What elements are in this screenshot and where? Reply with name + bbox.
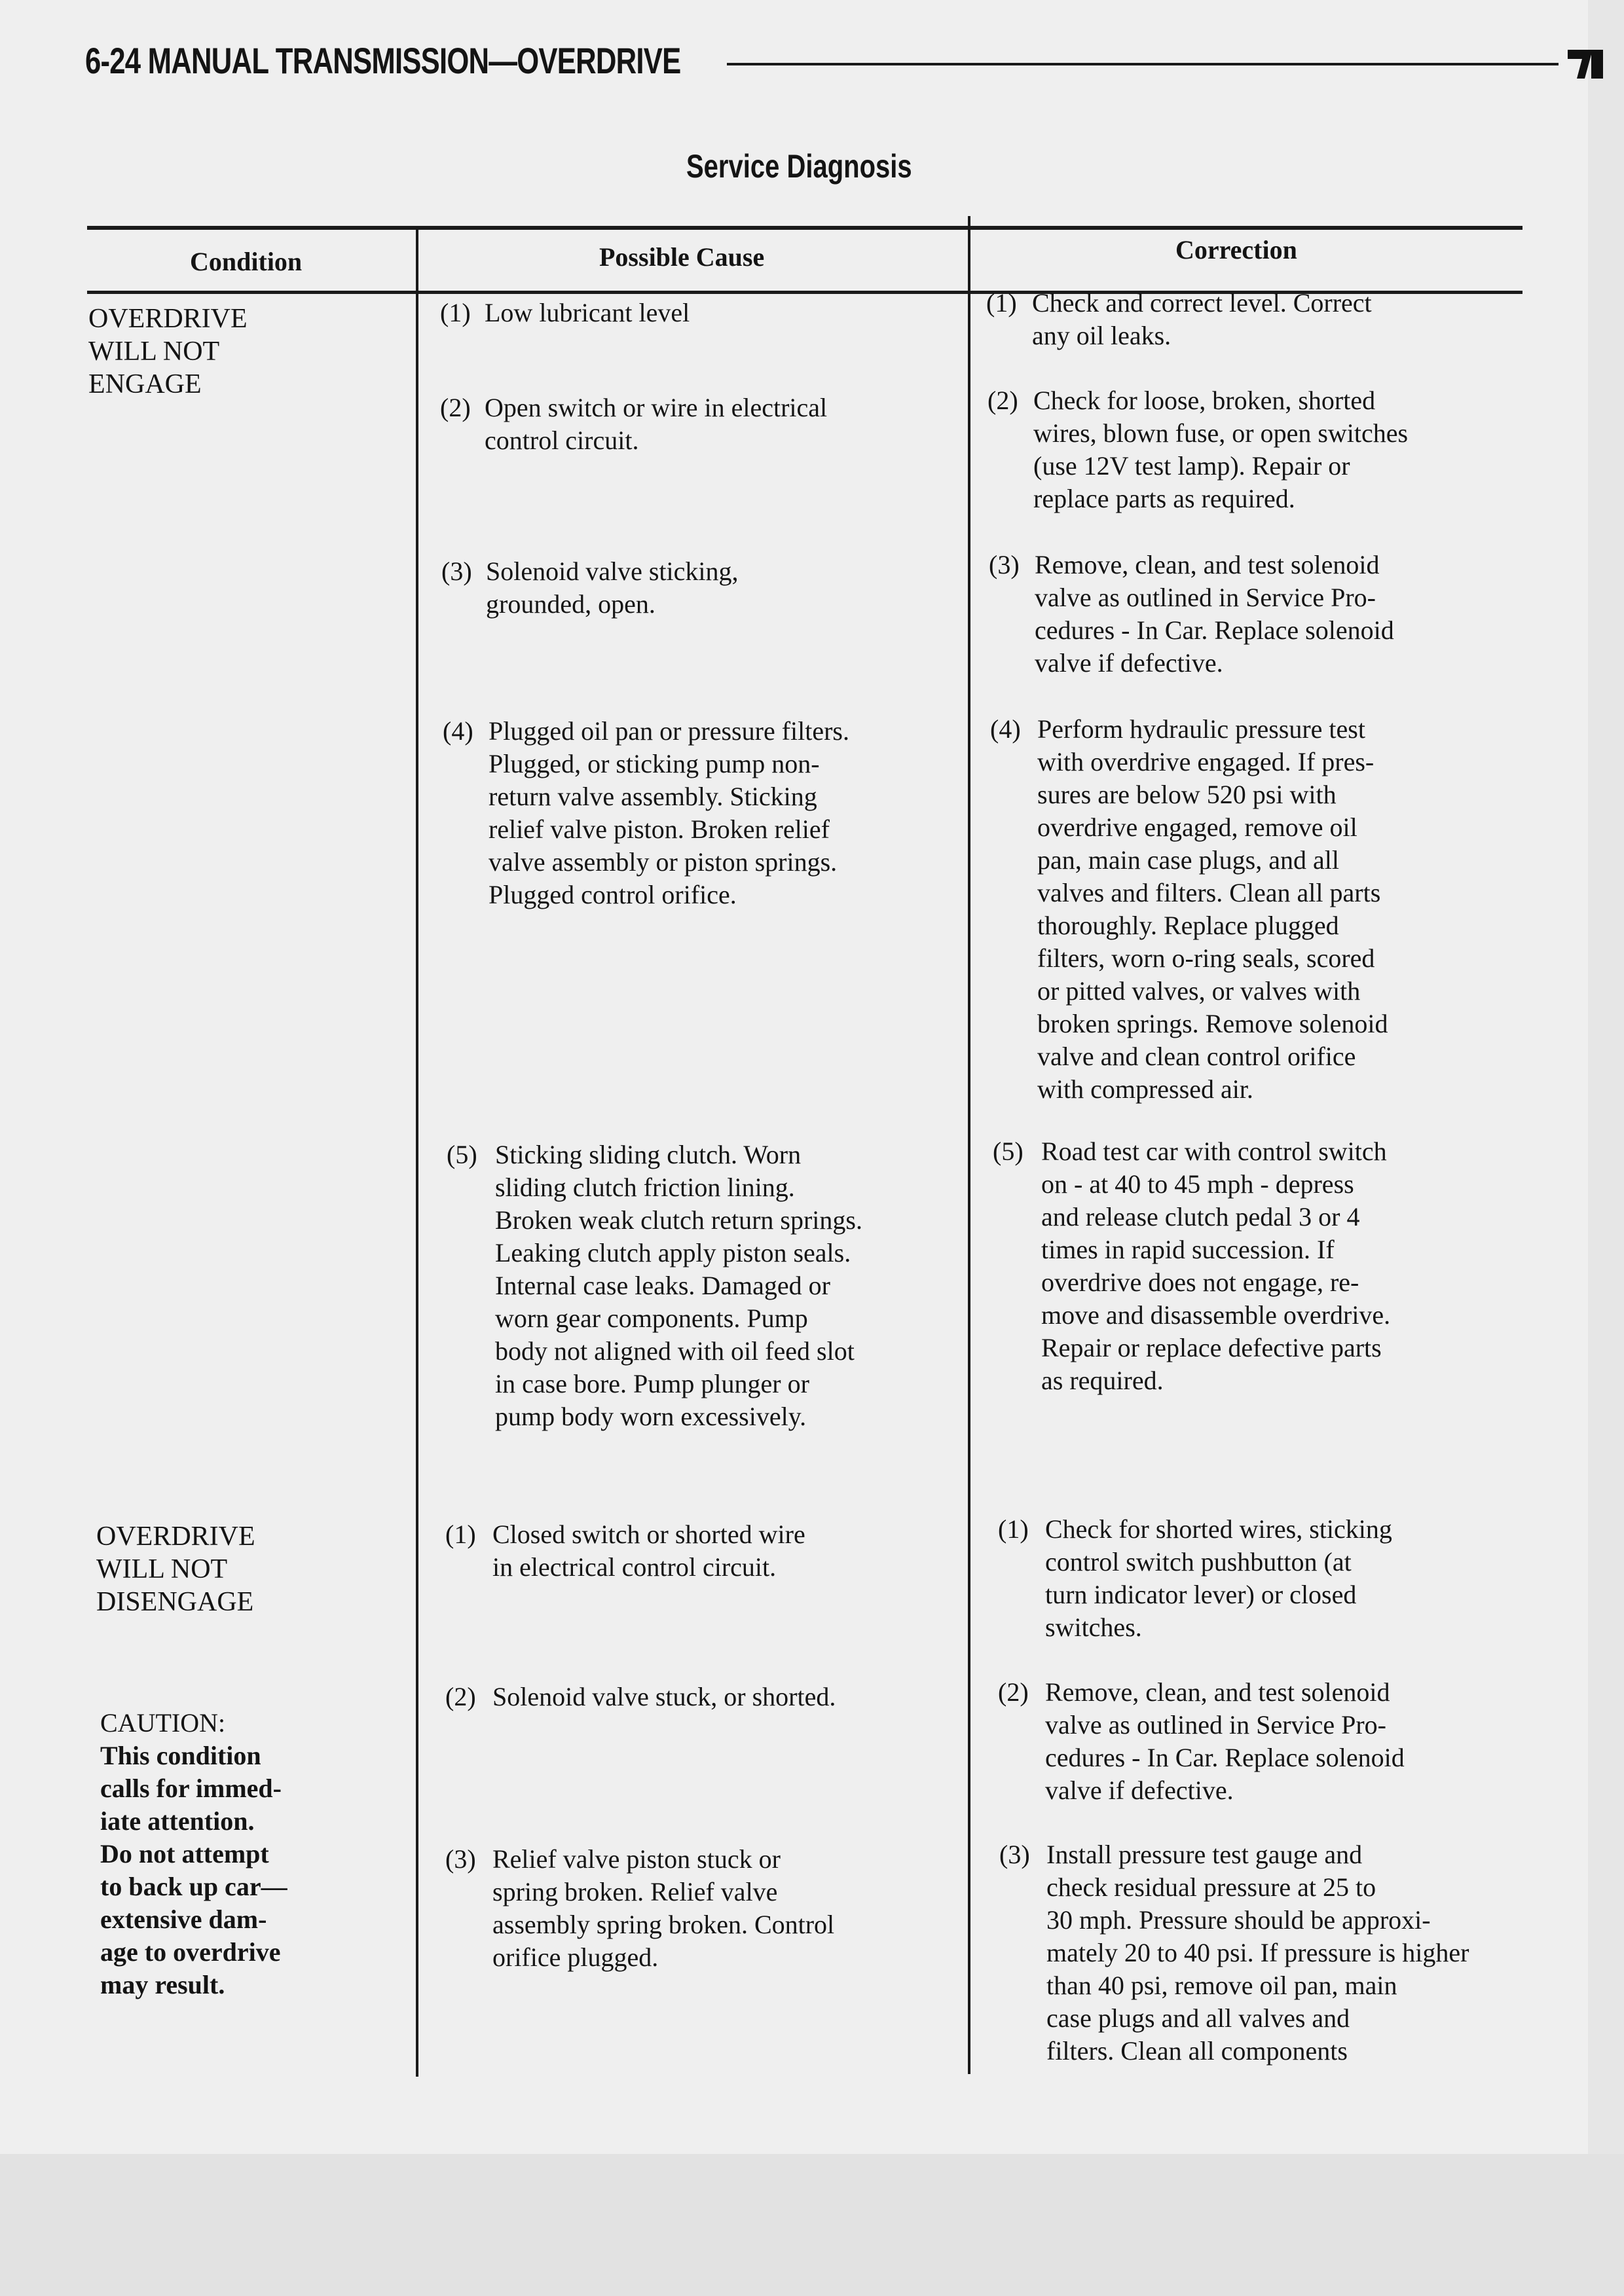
cause-text: Sticking sliding clutch. Worn sliding clutch friction lining. Broken weak clutch return springs. Leaking clutch apply piston seals. Internal case leaks. Damaged or worn gear components. Pump body not aligned with oil feed slot in case bore. Pump plunger or pump body worn excessively. (495, 1140, 862, 1431)
section-title: Service Diagnosis (686, 148, 912, 185)
brand-logo-icon (1566, 45, 1606, 84)
cause-number: (4) (443, 716, 473, 746)
condition-label: OVERDRIVE WILL NOT ENGAGE (88, 304, 248, 399)
cause-number: (1) (440, 298, 471, 327)
column-divider-1 (416, 226, 418, 2077)
table-top-rule (87, 226, 1522, 230)
correction-text: Install pressure test gauge and check residual pressure at 25 to 30 mph. Pressure should be approxi- mately 20 to 40 psi. If pressure is higher than 40 psi, remove oil pan, main case plugs and all valves and filters. Clean all components (1046, 1840, 1469, 2066)
condition-label: OVERDRIVE WILL NOT DISENGAGE (96, 1522, 255, 1617)
cause-text: Low lubricant level (485, 298, 690, 327)
correction-cell (998, 1513, 1392, 1644)
cause-number: (2) (445, 1682, 476, 1711)
cause-text: Open switch or wire in electrical control circuit. (485, 393, 828, 455)
header-rule (727, 63, 1559, 65)
correction-cell (990, 713, 1388, 1106)
correction-number: (3) (999, 1840, 1030, 1869)
page-header-title: 6-24 MANUAL TRANSMISSION—OVERDRIVE (85, 40, 681, 81)
correction-number: (1) (986, 288, 1017, 318)
correction-cell (987, 384, 1408, 515)
cause-text: Closed switch or shorted wire in electrical control circuit. (492, 1520, 805, 1582)
correction-text: Check and correct level. Correct any oil leaks. (1032, 288, 1372, 350)
correction-text: Road test car with control switch on - at 40 to 45 mph - depress and release clutch pedal 3 or 4 times in rapid succession. If overdrive does not engage, re- move and disassemble overdrive. Repair or replace defective parts as required. (1041, 1137, 1391, 1395)
cause-number: (3) (445, 1844, 476, 1874)
cause-cell (445, 1681, 836, 1713)
correction-text: Remove, clean, and test solenoid valve as outlined in Service Pro- cedures - In Car. Replace solenoid valve if defective. (1045, 1677, 1405, 1805)
cause-text: Relief valve piston stuck or spring broken. Relief valve assembly spring broken. Control orifice plugged. (492, 1844, 835, 1972)
correction-text: Remove, clean, and test solenoid valve as outlined in Service Pro- cedures - In Car. Replace solenoid valve if defective. (1035, 550, 1394, 678)
caution-body: This condition calls for immed- iate attention. Do not attempt to back up car— extensive dam- age to overdrive may result. (100, 1741, 287, 1999)
column-header-correction: Correction (1175, 235, 1297, 264)
cause-cell (445, 1518, 805, 1584)
cause-number: (2) (440, 393, 471, 422)
column-header-cause: Possible Cause (599, 242, 765, 272)
cause-cell (441, 555, 739, 621)
correction-text: Check for shorted wires, sticking control switch pushbutton (at turn indicator lever) or closed switches. (1045, 1514, 1392, 1642)
page-header (85, 39, 1526, 92)
correction-number: (2) (987, 386, 1018, 415)
column-divider-2 (968, 216, 970, 2074)
cause-number: (3) (441, 556, 472, 586)
column-header-condition: Condition (190, 247, 303, 276)
cause-text: Plugged oil pan or pressure filters. Plugged, or sticking pump non- return valve assembly. Sticking relief valve piston. Broken relief valve assembly or piston springs. Plugged control orifice. (489, 716, 849, 909)
cause-cell (445, 1843, 834, 1974)
correction-number: (5) (993, 1137, 1024, 1166)
correction-number: (1) (998, 1514, 1029, 1544)
cause-text: Solenoid valve stuck, or shorted. (492, 1682, 836, 1711)
correction-number: (2) (998, 1677, 1029, 1707)
correction-number: (4) (990, 714, 1021, 744)
correction-number: (3) (989, 550, 1020, 579)
cause-text: Solenoid valve sticking, grounded, open. (486, 556, 739, 619)
correction-text: Check for loose, broken, shorted wires, blown fuse, or open switches (use 12V test lamp). Repair or replace parts as required. (1033, 386, 1409, 513)
correction-cell (999, 1838, 1469, 2068)
correction-cell (998, 1676, 1405, 1807)
correction-cell (993, 1135, 1390, 1397)
cause-number: (5) (447, 1140, 477, 1169)
cause-cell (440, 297, 690, 329)
scan-margin (0, 2154, 1624, 2296)
correction-text: Perform hydraulic pressure test with overdrive engaged. If pres- sures are below 520 psi with overdrive engaged, remove oil pan, main case plugs, and all valves and filters. Clean all parts thoroughly. Replace plugged filters, worn o-ring seals, scored or pitted valves, or valves with broken springs. Remove solenoid valve and clean control orifice with compressed air. (1037, 714, 1388, 1104)
cause-cell (443, 715, 849, 911)
correction-cell (986, 287, 1372, 352)
caution-heading: CAUTION: (100, 1708, 226, 1738)
cause-cell (440, 392, 827, 457)
cause-cell (447, 1139, 862, 1433)
cause-number: (1) (445, 1520, 476, 1549)
caution-note (100, 1674, 287, 2001)
correction-cell (989, 549, 1394, 680)
